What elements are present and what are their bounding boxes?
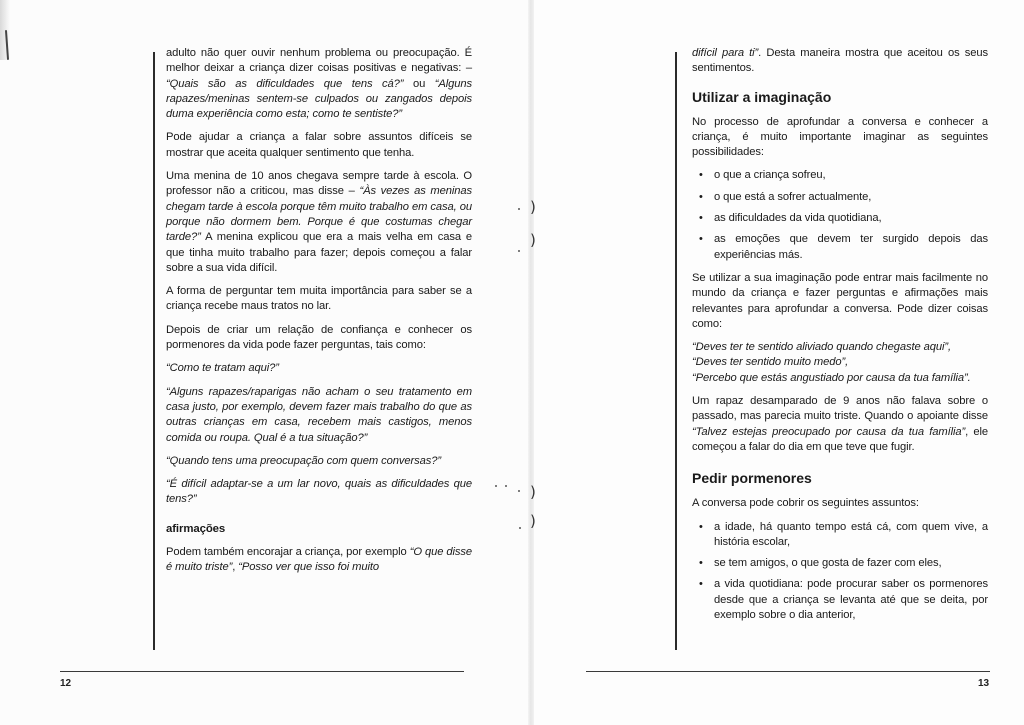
binding-bracket-icon: ) bbox=[530, 198, 536, 216]
list-item bbox=[692, 211, 988, 226]
bullet-icon: • bbox=[699, 233, 703, 246]
list-item-text: o que está a sofrer actualmente, bbox=[714, 190, 872, 203]
book-gutter bbox=[528, 0, 534, 725]
quote-paragraph bbox=[692, 355, 988, 370]
list-item-text: a vida quotidiana: pode procurar saber os pormenores desde que a criança se levanta até que se deita, por exemplo sobre o dia anterior, bbox=[714, 578, 988, 622]
quote-paragraph bbox=[166, 361, 472, 376]
bullet-icon: • bbox=[699, 557, 703, 570]
quote-paragraph bbox=[166, 477, 472, 508]
quote-text: “Deves ter te sentido aliviado quando chegaste aqui”, bbox=[692, 341, 952, 354]
bullet-icon: • bbox=[699, 578, 703, 591]
right-text-column bbox=[692, 46, 988, 631]
list-item-text: a idade, há quanto tempo está cá, com quem vive, a história escolar, bbox=[714, 520, 988, 548]
quote-text: “Percebo que estás angustiado por causa da tua família”. bbox=[692, 371, 971, 384]
quote-text: “Quais são as dificuldades que tens cá?” bbox=[166, 77, 404, 90]
binding-hole-icon bbox=[505, 485, 507, 487]
right-footer-rule bbox=[586, 671, 990, 672]
bullet-list-topics bbox=[692, 520, 988, 624]
paragraph bbox=[166, 169, 472, 276]
paragraph bbox=[166, 545, 472, 576]
bullet-icon: • bbox=[699, 190, 703, 203]
quote-text: “Deves ter sentido muito medo”, bbox=[692, 356, 849, 369]
binding-hole-icon bbox=[518, 490, 520, 492]
quote-paragraph bbox=[692, 340, 988, 355]
list-item bbox=[692, 577, 988, 623]
quote-paragraph bbox=[692, 371, 988, 386]
list-item-text: se tem amigos, o que gosta de fazer com eles, bbox=[714, 557, 942, 570]
quote-text: “Posso ver que isso foi muito bbox=[238, 561, 380, 574]
text-run: adulto não quer ouvir nenhum problema ou preocupação. É melhor deixar a criança dizer coisas positivas e negativas: – bbox=[166, 47, 472, 75]
page-number-right: 13 bbox=[978, 678, 990, 689]
binding-bracket-icon: ) bbox=[530, 483, 536, 501]
paragraph bbox=[166, 130, 472, 161]
quote-text: “Talvez estejas preocupado por causa da tua família” bbox=[692, 425, 966, 438]
text-run: Depois de criar um relação de confiança e conhecer os pormenores da vida pode fazer perguntas, tais como: bbox=[166, 323, 472, 352]
quote-text: “É difícil adaptar-se a um lar novo, quais as dificuldades que tens?” bbox=[166, 478, 472, 506]
section-heading-imaginacao: Utilizar a imaginação bbox=[692, 88, 832, 105]
left-footer-rule bbox=[60, 671, 464, 672]
text-run: , ele começou a falar do dia em que teve que fugir. bbox=[692, 425, 988, 453]
section-heading-pormenores: Pedir pormenores bbox=[692, 470, 812, 487]
left-margin-rule bbox=[153, 52, 155, 650]
binding-bracket-icon: ) bbox=[530, 512, 536, 530]
bullet-list-possibilities bbox=[692, 168, 988, 262]
right-margin-rule bbox=[675, 52, 677, 650]
text-run: A menina explicou que era a mais velha em casa e que tinha muito trabalho para fazer; depois começou a falar sobre a sua vida difícil. bbox=[166, 231, 472, 274]
text-run: . Desta maneira mostra que aceitou os seus sentimentos. bbox=[692, 47, 988, 75]
quote-text: “Como te tratam aqui?” bbox=[166, 362, 279, 375]
paragraph bbox=[166, 284, 472, 315]
subheading-afirmacoes: afirmações bbox=[166, 522, 226, 535]
text-run: ou bbox=[403, 77, 435, 90]
quote-text: “Às vezes as meninas chegam tarde à escola porque têm muito trabalho em casa, ou porque não dormem bem. Porque é que costumas chegar tarde?” bbox=[166, 185, 473, 244]
paragraph bbox=[692, 394, 988, 455]
quote-text: “Quando tens uma preocupação com quem conversas?” bbox=[166, 454, 441, 467]
list-item bbox=[692, 556, 988, 571]
paragraph bbox=[692, 46, 988, 77]
list-item-text: as dificuldades da vida quotidiana, bbox=[714, 212, 882, 225]
list-item bbox=[692, 232, 988, 263]
binding-hole-icon bbox=[518, 208, 520, 210]
text-run: , bbox=[232, 561, 239, 574]
quote-paragraph bbox=[166, 454, 472, 469]
paragraph: A conversa pode cobrir os seguintes assuntos: bbox=[692, 497, 919, 510]
paragraph bbox=[166, 323, 472, 354]
paragraph: Se utilizar a sua imaginação pode entrar mais facilmente no mundo da criança e fazer perguntas e afirmações mais relevantes para aprofundar a conversa. Pode dizer coisas como: bbox=[692, 271, 988, 330]
text-run: A forma de perguntar tem muita importância para saber se a criança recebe maus tratos no lar. bbox=[166, 285, 472, 313]
binding-hole-icon bbox=[495, 485, 497, 487]
binding-hole-icon bbox=[519, 527, 521, 529]
quote-text: “Alguns rapazes/meninas sentem-se culpados ou zangados depois duma experiência como esta; como te sentiste?” bbox=[166, 77, 472, 121]
page-number-left: 12 bbox=[60, 678, 72, 689]
text-run: Pode ajudar a criança a falar sobre assuntos difíceis se mostrar que aceita qualquer sentimento que tenha. bbox=[166, 131, 472, 159]
quote-text: “O que disse é muito triste” bbox=[166, 546, 472, 574]
list-item bbox=[692, 168, 988, 183]
bullet-icon: • bbox=[699, 520, 703, 533]
text-run: Um rapaz desamparado de 9 anos não falava sobre o passado, mas parecia muito triste. Quando o apoiante disse bbox=[692, 395, 988, 423]
binding-bracket-icon: ) bbox=[530, 231, 536, 249]
bullet-icon: • bbox=[699, 169, 703, 182]
text-run: Uma menina de 10 anos chegava sempre tarde à escola. O professor não a criticou, mas disse – bbox=[166, 170, 472, 198]
quote-paragraph bbox=[166, 385, 472, 446]
binding-hole-icon bbox=[518, 250, 520, 252]
quote-text: “Alguns rapazes/raparigas não acham o seu tratamento em casa justo, por exemplo, devem fazer mais trabalho do que as outras crianças em casa, recebem mais castigos, menos comida ou roupa. Qual é a tua situação?” bbox=[166, 385, 472, 444]
paragraph: No processo de aprofundar a conversa e conhecer a criança, é muito importante imaginar as seguintes possibilidades: bbox=[692, 115, 988, 159]
list-item bbox=[692, 520, 988, 551]
list-item-text: o que a criança sofreu, bbox=[714, 169, 826, 182]
example-quotes bbox=[692, 340, 988, 386]
paragraph bbox=[166, 46, 472, 122]
bullet-icon: • bbox=[699, 212, 703, 225]
text-run: Podem também encorajar a criança, por exemplo bbox=[166, 546, 410, 559]
left-text-column bbox=[166, 46, 472, 584]
list-item-text: as emoções que devem ter surgido depois das experiências más. bbox=[714, 233, 988, 261]
quote-text: difícil para ti” bbox=[692, 47, 759, 59]
list-item bbox=[692, 190, 988, 205]
